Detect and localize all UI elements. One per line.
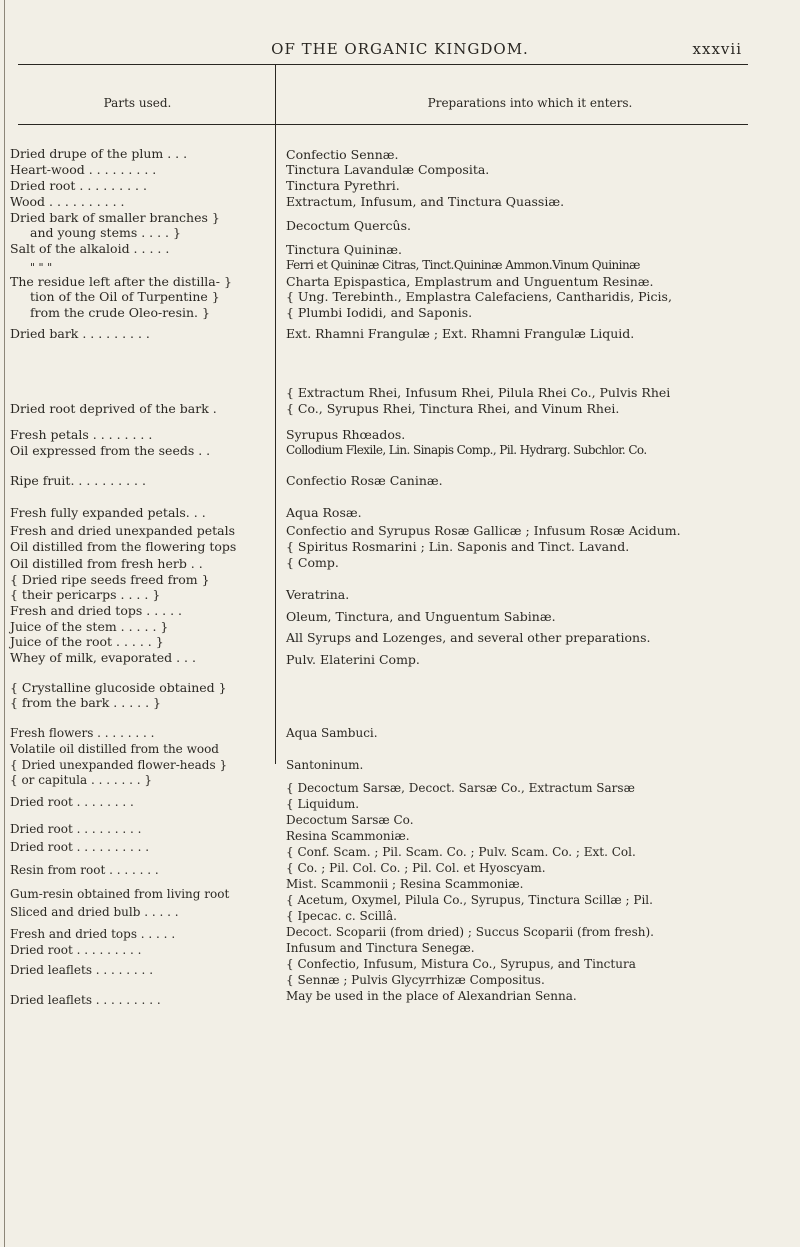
header-rule [18,64,748,65]
parts-line: Fresh flowers . . . . . . . . [10,726,155,740]
parts-line: Dried root . . . . . . . . . [10,822,142,836]
preparation-line: Syrupus Rhœados. [286,427,406,442]
preparation-line: { Confectio, Infusum, Mistura Co., Syrupus, and Tinctura [286,957,636,971]
parts-line: Gum-resin obtained from living root [10,887,230,901]
preparation-line: { Plumbi Iodidi, and Saponis. [286,305,473,320]
parts-line: Fresh fully expanded petals. . . [10,505,206,520]
parts-line: The residue left after the distilla- } [10,274,232,289]
preparation-line: { Conf. Scam. ; Pil. Scam. Co. ; Pulv. Scam. Co. ; Ext. Col. [286,845,636,859]
parts-line: and young stems . . . . } [30,225,181,240]
parts-line: Fresh and dried unexpanded petals [10,523,236,538]
left-column-heading: Parts used. [103,96,172,110]
preparation-line: { Sennæ ; Pulvis Glycyrrhizæ Compositus. [286,973,545,987]
preparation-line: Decoctum Sarsæ Co. [286,813,414,827]
preparation-line: Veratrina. [286,587,350,602]
page-number: xxxvii [692,40,742,58]
parts-line: Dried leaflets . . . . . . . . [10,963,154,977]
preparation-line: Decoctum Quercûs. [286,218,411,233]
parts-line: Salt of the alkaloid . . . . . [10,241,170,256]
preparation-line: Decoct. Scoparii (from dried) ; Succus Scoparii (from fresh). [286,925,654,939]
running-header [0,40,800,60]
parts-line: Dried root . . . . . . . . . . [10,840,150,854]
preparation-line: Collodium Flexile, Lin. Sinapis Comp., Pil. Hydrarg. Subchlor. Co. [286,443,647,457]
preparation-line: Aqua Rosæ. [286,505,362,520]
preparation-line: All Syrups and Lozenges, and several other preparations. [286,630,651,645]
parts-line: Fresh and dried tops . . . . . [10,603,183,618]
parts-line: Oil distilled from fresh herb . . [10,556,203,571]
preparation-line: { Decoctum Sarsæ, Decoct. Sarsæ Co., Extractum Sarsæ [286,781,635,795]
parts-line: Juice of the stem . . . . . } [10,619,169,634]
parts-line: Dried root . . . . . . . . [10,795,134,809]
preparation-line: { Ipecac. c. Scillâ. [286,909,397,923]
preparation-line: Tinctura Lavandulæ Composita. [286,162,490,177]
preparation-line: May be used in the place of Alexandrian Senna. [286,989,577,1003]
preparation-line: { Comp. [286,555,339,570]
preparation-line: { Acetum, Oxymel, Pilula Co., Syrupus, Tinctura Scillæ ; Pil. [286,893,653,907]
preparation-line: { Spiritus Rosmarini ; Lin. Saponis and Tinct. Lavand. [286,539,630,554]
preparation-line: Oleum, Tinctura, and Unguentum Sabinæ. [286,609,556,624]
page-edge-line [4,0,5,1247]
parts-line: { Dried unexpanded flower-heads } [10,758,228,772]
preparation-line: Confectio Rosæ Caninæ. [286,473,443,488]
parts-line: { or capitula . . . . . . . } [10,773,153,787]
parts-line: Wood . . . . . . . . . . [10,194,125,209]
parts-line: Oil expressed from the seeds . . [10,443,211,458]
parts-line: Volatile oil distilled from the wood [10,742,219,756]
preparation-line: Santoninum. [286,758,364,772]
preparation-line: Ext. Rhamni Frangulæ ; Ext. Rhamni Frangulæ Liquid. [286,326,635,341]
preparation-line: Resina Scammoniæ. [286,829,410,843]
parts-line: tion of the Oil of Turpentine } [30,289,220,304]
parts-line: { from the bark . . . . . } [10,695,161,710]
ditto-marks: " " " [30,261,53,274]
parts-line: { Crystalline glucoside obtained } [10,680,227,695]
parts-line: Dried root . . . . . . . . . [10,943,142,957]
parts-line: { their pericarps . . . . } [10,587,161,602]
parts-line: Juice of the root . . . . . } [10,634,164,649]
parts-line: Dried root deprived of the bark . [10,401,217,416]
parts-line: Whey of milk, evaporated . . . [10,650,196,665]
parts-line: Fresh and dried tops . . . . . [10,927,176,941]
preparation-line: Ferri et Quininæ Citras, Tinct.Quininæ Ammon.Vinum Quininæ [286,258,640,272]
preparation-line: { Extractum Rhei, Infusum Rhei, Pilula Rhei Co., Pulvis Rhei [286,385,671,400]
preparation-line: Confectio and Syrupus Rosæ Gallicæ ; Infusum Rosæ Acidum. [286,523,681,538]
column-heading-rule [18,124,748,125]
page-title: OF THE ORGANIC KINGDOM. [271,40,529,58]
parts-line: Dried leaflets . . . . . . . . . [10,993,161,1007]
preparation-line: Extractum, Infusum, and Tinctura Quassiæ. [286,194,565,209]
preparation-line: { Liquidum. [286,797,360,811]
preparation-line: Aqua Sambuci. [286,726,378,740]
parts-line: Sliced and dried bulb . . . . . [10,905,179,919]
preparation-line: Confectio Sennæ. [286,147,399,162]
parts-line: Resin from root . . . . . . . [10,863,159,877]
parts-line: Dried root . . . . . . . . . [10,178,147,193]
right-column-heading: Preparations into which it enters. [427,96,633,110]
parts-line: from the crude Oleo-resin. } [30,305,210,320]
parts-line: Heart-wood . . . . . . . . . [10,162,157,177]
preparation-line: Mist. Scammonii ; Resina Scammoniæ. [286,877,524,891]
preparation-line: { Co., Syrupus Rhei, Tinctura Rhei, and Vinum Rhei. [286,401,620,416]
preparation-line: Tinctura Quininæ. [286,242,402,257]
parts-line: { Dried ripe seeds freed from } [10,572,210,587]
preparation-line: Pulv. Elaterini Comp. [286,652,420,667]
parts-line: Ripe fruit. . . . . . . . . . [10,473,146,488]
parts-line: Dried bark of smaller branches } [10,210,220,225]
preparation-line: { Ung. Terebinth., Emplastra Calefaciens, Cantharidis, Picis, [286,289,672,304]
column-divider [275,64,276,764]
parts-line: Fresh petals . . . . . . . . [10,427,153,442]
parts-line: Dried drupe of the plum . . . [10,146,188,161]
parts-line: Dried bark . . . . . . . . . [10,326,150,341]
preparation-line: Infusum and Tinctura Senegæ. [286,941,475,955]
preparation-line: { Co. ; Pil. Col. Co. ; Pil. Col. et Hyoscyam. [286,861,546,875]
preparation-line: Charta Epispastica, Emplastrum and Unguentum Resinæ. [286,274,654,289]
parts-line: Oil distilled from the flowering tops [10,539,237,554]
preparation-line: Tinctura Pyrethri. [286,178,400,193]
